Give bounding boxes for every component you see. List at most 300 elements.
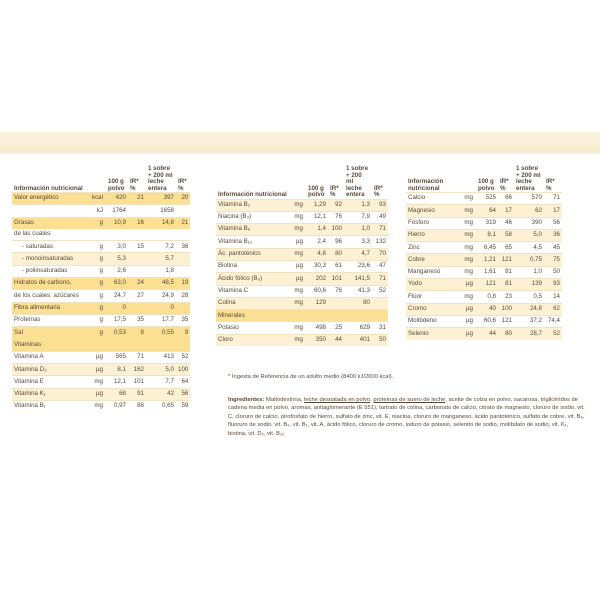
ir-100g — [128, 265, 146, 277]
row-label: Vitamina K₁ — [12, 388, 82, 400]
ir-serving — [372, 310, 388, 322]
row-unit: µg — [82, 351, 106, 363]
row-label: Vitamina B₁₂ — [216, 236, 286, 248]
value-100g: 525 — [476, 193, 498, 205]
ir-serving: 132 — [372, 236, 388, 248]
ir-serving — [176, 339, 190, 351]
value-serving: 401 — [344, 334, 372, 346]
value-100g: 40 — [476, 303, 498, 315]
nutrition-table-1 — [12, 166, 190, 412]
value-100g: 202 — [306, 273, 328, 285]
value-serving: 42 — [146, 388, 176, 400]
ir-serving: 52 — [176, 351, 190, 363]
ir-100g — [128, 302, 146, 314]
header-col-3: 1 sobre + 200 ml leche entera — [346, 165, 369, 198]
row-unit: mg — [286, 248, 306, 260]
value-100g: 319 — [476, 217, 498, 229]
ir-serving: 71 — [372, 224, 388, 236]
value-100g: 10,9 — [106, 217, 128, 229]
ir-serving: 62 — [544, 303, 562, 315]
table-row — [216, 199, 388, 211]
header-col-3: 1 sobre + 200 ml leche entera — [148, 165, 173, 192]
ir-serving: 31 — [372, 322, 388, 334]
ir-serving: 19 — [176, 278, 190, 290]
value-100g: 5,3 — [106, 253, 128, 265]
header-col-2: IR* % — [330, 184, 339, 198]
row-label: Manganeso — [406, 266, 456, 278]
table-row — [406, 229, 562, 241]
row-unit: mg — [456, 242, 476, 254]
table-row — [216, 248, 388, 260]
value-100g: 17,5 — [106, 314, 128, 326]
value-100g: 121 — [476, 279, 498, 291]
row-label: Vitamina B₁ — [12, 401, 82, 413]
ir-100g: 27 — [128, 290, 146, 302]
value-100g: 1764 — [106, 205, 128, 217]
value-100g: 350 — [306, 334, 328, 346]
ir-100g: 91 — [128, 388, 146, 400]
table-row — [216, 260, 388, 272]
row-label: Biotina — [216, 260, 286, 272]
value-100g: 68 — [106, 388, 128, 400]
value-serving: 5,0 — [514, 229, 544, 241]
ir-100g: 17 — [498, 205, 514, 217]
row-unit: g — [82, 253, 106, 265]
ingredient-text: , — [370, 397, 374, 403]
value-100g: 6,45 — [476, 242, 498, 254]
ir-serving: 21 — [176, 217, 190, 229]
value-100g — [106, 339, 128, 351]
value-100g: 420 — [106, 193, 128, 205]
ir-serving: 93 — [372, 199, 388, 211]
ir-serving — [176, 229, 190, 241]
table-row — [12, 205, 190, 217]
row-label: Magnesio — [406, 205, 456, 217]
ir-serving: 50 — [372, 334, 388, 346]
value-100g: 498 — [306, 322, 328, 334]
row-label: Cloro — [216, 334, 286, 346]
value-serving: 3,3 — [344, 236, 372, 248]
value-serving: 413 — [146, 351, 176, 363]
value-100g: 60,6 — [476, 315, 498, 327]
ir-100g: 35 — [128, 314, 146, 326]
value-100g: 3,0 — [106, 241, 128, 253]
ir-100g: 81 — [498, 279, 514, 291]
ir-100g: 58 — [498, 229, 514, 241]
ir-serving: 52 — [544, 328, 562, 340]
ir-100g: 121 — [498, 315, 514, 327]
header-col-3: 1 sobre + 200 ml leche entera — [516, 165, 541, 192]
ir-100g: 15 — [128, 241, 146, 253]
value-serving: 570 — [514, 193, 544, 205]
ir-100g: 71 — [128, 351, 146, 363]
value-100g: 12,1 — [106, 376, 128, 388]
ir-serving: 71 — [372, 273, 388, 285]
table-row — [12, 278, 190, 290]
row-unit: µg — [82, 388, 106, 400]
table-row — [406, 266, 562, 278]
header-row — [216, 166, 388, 199]
table-row — [406, 205, 562, 217]
row-label: Cobre — [406, 254, 456, 266]
ir-100g: 100 — [498, 303, 514, 315]
table-row — [12, 351, 190, 363]
row-unit: g — [82, 327, 106, 339]
table-row — [216, 211, 388, 223]
value-serving — [146, 339, 176, 351]
row-unit: mg — [286, 211, 306, 223]
header-col-1: 100 g polvo — [308, 184, 325, 198]
table-row — [12, 229, 190, 241]
table-row — [406, 279, 562, 291]
row-unit: mg — [456, 193, 476, 205]
value-serving: 48,5 — [146, 278, 176, 290]
table-row — [12, 265, 190, 277]
row-label: Zinc — [406, 242, 456, 254]
value-serving: 1658 — [146, 205, 176, 217]
row-unit: g — [82, 314, 106, 326]
ir-serving: 100 — [176, 364, 190, 376]
value-serving: 0,75 — [514, 254, 544, 266]
nutrition-panel-3 — [406, 166, 562, 340]
value-100g — [306, 310, 328, 322]
row-label: Vitamina C — [216, 285, 286, 297]
ir-serving — [176, 302, 190, 314]
row-label: Valor energético — [12, 193, 82, 205]
value-100g: 1,21 — [476, 254, 498, 266]
value-serving: 7,2 — [146, 241, 176, 253]
value-serving: 5,7 — [146, 253, 176, 265]
ir-serving: 93 — [544, 279, 562, 291]
row-label: Vitamina B₂ — [216, 199, 286, 211]
ir-serving: 45 — [544, 242, 562, 254]
header-col-1: 100 g polvo — [108, 178, 125, 192]
table-row — [406, 217, 562, 229]
ir-100g: 16 — [128, 217, 146, 229]
row-unit: µg — [456, 303, 476, 315]
ir-serving: 36 — [176, 241, 190, 253]
ir-serving: 59 — [176, 401, 190, 413]
ir-serving: 36 — [544, 229, 562, 241]
value-serving — [146, 229, 176, 241]
nutrition-panel-1 — [12, 166, 190, 412]
ir-serving: 49 — [372, 211, 388, 223]
value-serving: 23,6 — [344, 260, 372, 272]
table-row — [216, 224, 388, 236]
ir-serving — [176, 265, 190, 277]
value-100g: 565 — [106, 351, 128, 363]
ir-serving: 64 — [176, 376, 190, 388]
ir-100g: 162 — [128, 364, 146, 376]
row-unit: g — [82, 302, 106, 314]
ir-serving: 50 — [544, 266, 562, 278]
value-100g: 1,4 — [306, 224, 328, 236]
value-serving: 41,3 — [344, 285, 372, 297]
value-serving: 80 — [344, 297, 372, 309]
header-label: Información nutricional — [218, 191, 287, 198]
row-label: Vitaminas — [12, 339, 82, 351]
row-label: Vitamina E — [12, 376, 82, 388]
allergen-text: proteínas de suero de leche — [373, 397, 446, 403]
row-unit: mg — [456, 266, 476, 278]
row-label: Yodo — [406, 279, 456, 291]
row-unit: mg — [456, 217, 476, 229]
value-100g: 64 — [476, 205, 498, 217]
table-row — [406, 242, 562, 254]
row-unit: mg — [286, 199, 306, 211]
row-label: de los cuales: azúcares — [12, 290, 82, 302]
row-unit: g — [82, 278, 106, 290]
table-row — [406, 254, 562, 266]
table-row — [12, 339, 190, 351]
row-label: Hierro — [406, 229, 456, 241]
ir-serving: 70 — [372, 248, 388, 260]
table-row — [12, 290, 190, 302]
row-unit: µg — [286, 273, 306, 285]
row-label: - saturadas — [12, 241, 82, 253]
row-unit: mg — [286, 297, 306, 309]
value-serving: 139 — [514, 279, 544, 291]
row-unit: µg — [456, 315, 476, 327]
table-row — [12, 327, 190, 339]
ir-serving: 56 — [176, 388, 190, 400]
header-col-2: IR* % — [500, 178, 509, 192]
ingredient-text: Maltodextrina, — [264, 397, 305, 403]
ir-100g: 96 — [328, 236, 344, 248]
value-serving: 397 — [146, 193, 176, 205]
ir-serving — [176, 205, 190, 217]
value-serving: 37,2 — [514, 315, 544, 327]
table-row — [216, 297, 388, 309]
row-unit: mg — [286, 224, 306, 236]
row-label: Molibdeno — [406, 315, 456, 327]
value-serving: 24,9 — [146, 290, 176, 302]
value-serving: 62 — [514, 205, 544, 217]
row-label: Proteínas — [12, 314, 82, 326]
row-label: Vitamina D₃ — [12, 364, 82, 376]
value-100g: 1,29 — [306, 199, 328, 211]
ir-100g: 76 — [328, 285, 344, 297]
row-label: - monoinsaturadas — [12, 253, 82, 265]
ir-100g: 101 — [128, 376, 146, 388]
row-label: Vitamina B₆ — [216, 224, 286, 236]
table-row — [216, 310, 388, 322]
ir-serving — [372, 297, 388, 309]
value-100g: 0 — [106, 302, 128, 314]
header-col-1: 100 g polvo — [478, 178, 495, 192]
value-100g: 8,1 — [476, 229, 498, 241]
value-100g: 0,8 — [476, 291, 498, 303]
value-100g: 2,4 — [306, 236, 328, 248]
ir-100g: 65 — [498, 242, 514, 254]
header-row — [12, 166, 190, 193]
row-label: Grasas — [12, 217, 82, 229]
reference-intake-footnote: * Ingesta de Referencia de un adulto medio (8400 kJ/2000 kcal). — [228, 374, 394, 380]
header-label: Información nutricional — [14, 184, 83, 192]
value-serving: 0,5 — [514, 291, 544, 303]
ir-100g: 80 — [328, 248, 344, 260]
table-row — [12, 302, 190, 314]
row-unit — [82, 339, 106, 351]
value-100g: 2,6 — [106, 265, 128, 277]
value-serving: 14,8 — [146, 217, 176, 229]
table-row — [12, 241, 190, 253]
row-unit: µg — [286, 260, 306, 272]
ir-100g: 101 — [328, 273, 344, 285]
ingredients-title: Ingredientes: — [228, 397, 265, 403]
row-unit: mg — [82, 376, 106, 388]
row-label: Niacina (B₃) — [216, 211, 286, 223]
nutrition-table-2 — [216, 166, 388, 346]
row-label: Potasio — [216, 322, 286, 334]
value-serving: 141,5 — [344, 273, 372, 285]
table-row — [12, 388, 190, 400]
row-unit — [286, 310, 306, 322]
header-label: Información nutricional — [408, 178, 444, 192]
row-label: Selenio — [406, 328, 456, 340]
value-serving: 0,55 — [146, 327, 176, 339]
row-unit: µg — [286, 236, 306, 248]
row-unit: mg — [286, 285, 306, 297]
value-serving: 7,9 — [344, 211, 372, 223]
row-label: Ác. pantoténico — [216, 248, 286, 260]
ir-100g: 121 — [498, 254, 514, 266]
table-row — [12, 364, 190, 376]
ir-serving: 74,4 — [544, 315, 562, 327]
header-col-4: IR* % — [374, 184, 383, 198]
table-row — [12, 217, 190, 229]
ir-100g: 24 — [128, 278, 146, 290]
row-unit: g — [82, 241, 106, 253]
value-100g: 1,61 — [476, 266, 498, 278]
table-row — [406, 328, 562, 340]
table-row — [216, 322, 388, 334]
value-100g: 60,6 — [306, 285, 328, 297]
value-serving: 0,65 — [146, 401, 176, 413]
row-unit: mg — [82, 401, 106, 413]
value-100g: 4,8 — [306, 248, 328, 260]
table-row — [216, 285, 388, 297]
ir-100g: 80 — [498, 328, 514, 340]
ir-100g: 44 — [328, 334, 344, 346]
ir-serving: 47 — [372, 260, 388, 272]
value-serving: 4,5 — [514, 242, 544, 254]
table-row — [216, 236, 388, 248]
row-unit: mg — [286, 322, 306, 334]
row-unit: mg — [286, 334, 306, 346]
value-serving — [344, 310, 372, 322]
row-label: Flúor — [406, 291, 456, 303]
value-100g — [106, 229, 128, 241]
row-unit: µg — [456, 328, 476, 340]
table-row — [216, 334, 388, 346]
ir-100g: 61 — [328, 260, 344, 272]
ir-serving: 9 — [176, 327, 190, 339]
row-label: Colina — [216, 297, 286, 309]
ir-100g: 21 — [128, 193, 146, 205]
ir-100g — [328, 310, 344, 322]
table-row — [406, 315, 562, 327]
ir-100g: 25 — [328, 322, 344, 334]
ir-serving: 17 — [544, 205, 562, 217]
ir-serving: 20 — [176, 193, 190, 205]
row-unit: µg — [456, 279, 476, 291]
ir-100g: 8 — [128, 327, 146, 339]
row-label: Minerales — [216, 310, 286, 322]
value-serving: 629 — [344, 322, 372, 334]
table-row — [12, 314, 190, 326]
row-label: Hidratos de carbono, — [12, 278, 82, 290]
value-100g: 8,1 — [106, 364, 128, 376]
row-label: Calcio — [406, 193, 456, 205]
nutrition-panel-2 — [216, 166, 388, 346]
value-serving: 1,8 — [146, 265, 176, 277]
value-100g: 63,0 — [106, 278, 128, 290]
ir-100g — [128, 253, 146, 265]
row-label: Fósforo — [406, 217, 456, 229]
row-unit: g — [82, 265, 106, 277]
table-row — [406, 291, 562, 303]
ir-100g: 23 — [498, 291, 514, 303]
table-row — [12, 253, 190, 265]
row-label: - poliinsaturadas — [12, 265, 82, 277]
ingredients-text — [228, 396, 588, 438]
ir-100g: 88 — [128, 401, 146, 413]
ir-100g — [128, 205, 146, 217]
value-serving: 1,0 — [344, 224, 372, 236]
ir-100g: 92 — [328, 199, 344, 211]
row-label — [12, 205, 82, 217]
allergen-text: leche desnatada en polvo — [304, 397, 371, 403]
value-100g: 24,7 — [106, 290, 128, 302]
nutrition-table-3 — [406, 166, 562, 340]
value-100g: 0,97 — [106, 401, 128, 413]
table-row — [12, 401, 190, 413]
row-unit: mg — [456, 291, 476, 303]
ir-100g: 81 — [498, 266, 514, 278]
value-serving: 0 — [146, 302, 176, 314]
row-label: Sal — [12, 327, 82, 339]
value-100g: 12,1 — [306, 211, 328, 223]
ir-serving — [176, 253, 190, 265]
ir-100g: 100 — [328, 224, 344, 236]
row-label: Fibra alimentaria — [12, 302, 82, 314]
row-label: Ácido fólico (B₉) — [216, 273, 286, 285]
ir-serving: 52 — [372, 285, 388, 297]
ir-serving: 28 — [176, 290, 190, 302]
value-100g: 0,53 — [106, 327, 128, 339]
header-col-2: IR* % — [130, 178, 139, 192]
header-row — [406, 166, 562, 193]
value-serving: 4,7 — [344, 248, 372, 260]
table-row — [12, 193, 190, 205]
row-unit: g — [82, 217, 106, 229]
table-row — [12, 376, 190, 388]
value-100g: 44 — [476, 328, 498, 340]
row-unit: kcal — [82, 193, 106, 205]
table-row — [216, 273, 388, 285]
ir-100g — [328, 297, 344, 309]
row-unit — [82, 229, 106, 241]
table-row — [406, 303, 562, 315]
value-serving: 5,0 — [146, 364, 176, 376]
value-serving: 7,7 — [146, 376, 176, 388]
ir-serving: 35 — [176, 314, 190, 326]
value-serving: 28,7 — [514, 328, 544, 340]
row-unit: g — [82, 290, 106, 302]
row-unit: mg — [456, 205, 476, 217]
ir-serving: 71 — [544, 193, 562, 205]
